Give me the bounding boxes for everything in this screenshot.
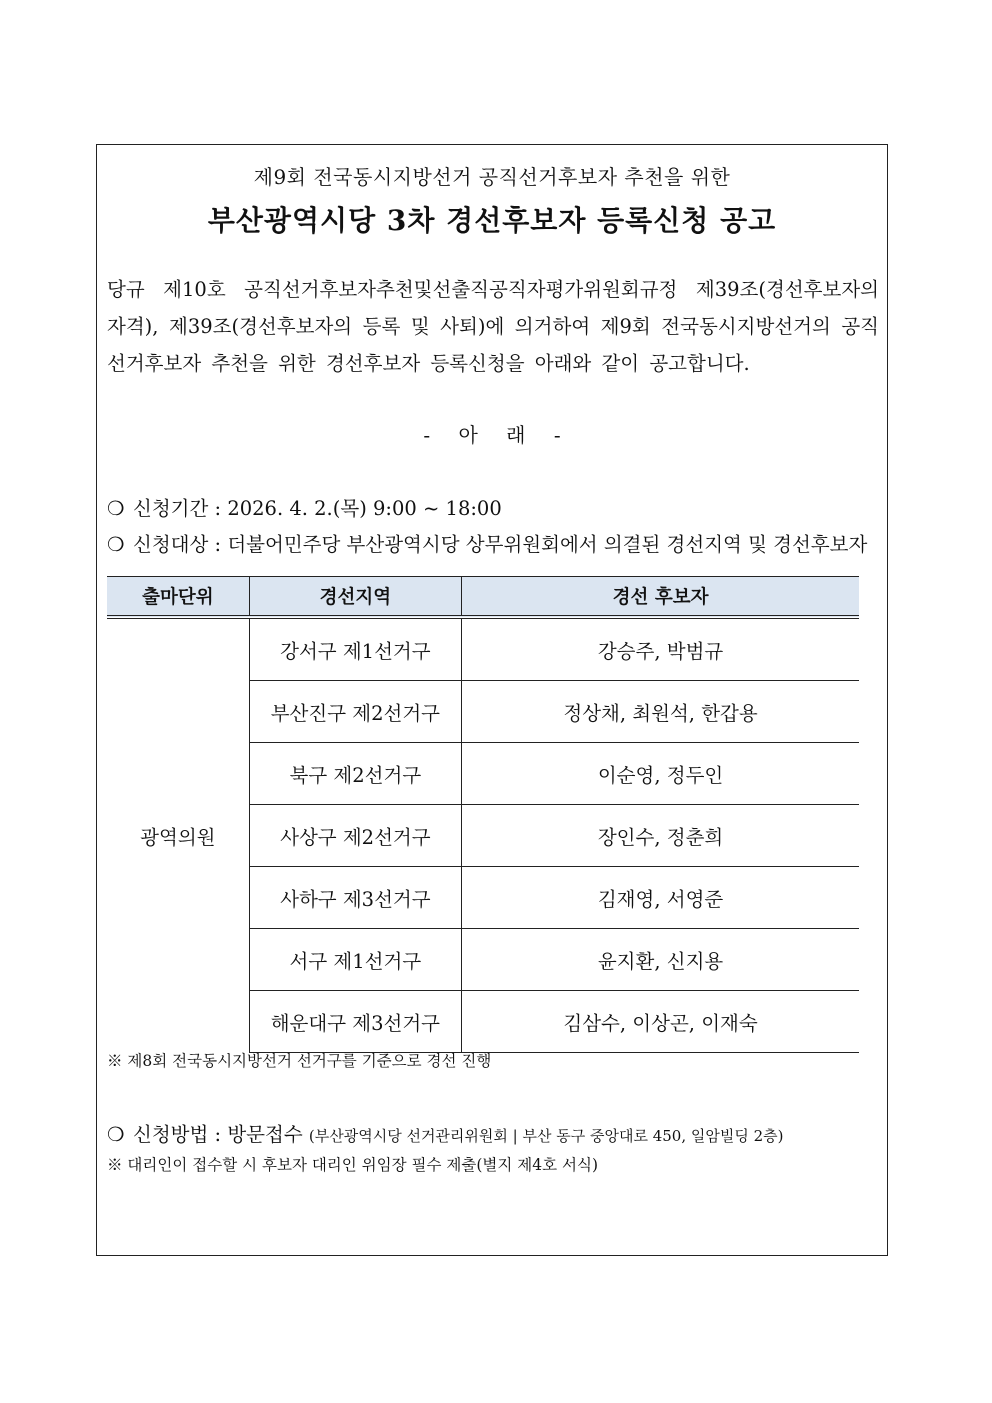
table-row	[107, 617, 859, 681]
notice-title: 부산광역시당 3차 경선후보자 등록신청 공고	[207, 204, 777, 237]
candidates-cell: 장인수, 정춘희	[462, 805, 859, 867]
district-cell: 사하구 제3선거구	[249, 867, 461, 929]
circle-bullet-icon: ❍	[107, 497, 125, 520]
header-district: 경선지역	[249, 577, 461, 618]
period-value: 2026. 4. 2.(목) 9:00 ~ 18:00	[227, 497, 502, 520]
candidate-table	[107, 576, 859, 1053]
candidates-cell: 정상채, 최원석, 한갑용	[462, 681, 859, 743]
target-label: 신청대상	[133, 533, 209, 556]
district-cell: 사상구 제2선거구	[249, 805, 461, 867]
table-note: ※ 제8회 전국동시지방선거 선거구를 기준으로 경선 진행	[107, 1052, 492, 1070]
table-header-row	[107, 577, 859, 618]
header-unit: 출마단위	[107, 577, 249, 618]
notice-heading: - 아 래 -	[423, 423, 561, 447]
candidates-cell: 윤지환, 신지용	[462, 929, 859, 991]
method-detail: (부산광역시당 선거관리위원회 | 부산 동구 중앙대로 450, 일암빌딩 2층)	[308, 1127, 784, 1145]
candidates-cell: 김삼수, 이상곤, 이재숙	[462, 991, 859, 1053]
unit-cell: 광역의원	[107, 617, 249, 1053]
circle-bullet-icon: ❍	[107, 1123, 125, 1146]
district-cell: 해운대구 제3선거구	[249, 991, 461, 1053]
intro-paragraph: 당규 제10호 공직선거후보자추천및선출직공직자평가위원회규정 제39조(경선후보자의 자격), 제39조(경선후보자의 등록 및 사퇴)에 의거하여 제9회 전국동시지방선거의 공직선거후보자 추천을 위한 경선후보자 등록신청을 아래와 같이 공고합니다.	[107, 278, 879, 375]
method-value: 방문접수	[227, 1123, 303, 1146]
district-cell: 서구 제1선거구	[249, 929, 461, 991]
period-label: 신청기간	[133, 497, 209, 520]
notice-subtitle: 제9회 전국동시지방선거 공직선거후보자 추천을 위한	[253, 165, 731, 189]
period-line: ❍ 신청기간 : 2026. 4. 2.(목) 9:00 ~ 18:00	[107, 497, 502, 520]
district-cell: 강서구 제1선거구	[249, 617, 461, 681]
district-cell: 북구 제2선거구	[249, 743, 461, 805]
district-cell: 부산진구 제2선거구	[249, 681, 461, 743]
method-note: ※ 대리인이 접수할 시 후보자 대리인 위임장 필수 제출(별지 제4호 서식)	[107, 1156, 598, 1174]
notice-frame	[96, 144, 888, 1256]
target-line: ❍ 신청대상 : 더불어민주당 부산광역시당 상무위원회에서 의결된 경선지역 및 경선후보자	[107, 533, 868, 556]
method-line: ❍ 신청방법 : 방문접수 (부산광역시당 선거관리위원회 | 부산 동구 중앙대로 450, 일암빌딩 2층)	[107, 1123, 784, 1146]
candidates-cell: 김재영, 서영준	[462, 867, 859, 929]
candidates-cell: 이순영, 정두인	[462, 743, 859, 805]
target-value: 더불어민주당 부산광역시당 상무위원회에서 의결된 경선지역 및 경선후보자	[227, 533, 868, 556]
circle-bullet-icon: ❍	[107, 533, 125, 556]
candidates-cell: 강승주, 박범규	[462, 617, 859, 681]
header-candidates: 경선 후보자	[462, 577, 859, 618]
method-label: 신청방법	[133, 1123, 209, 1146]
